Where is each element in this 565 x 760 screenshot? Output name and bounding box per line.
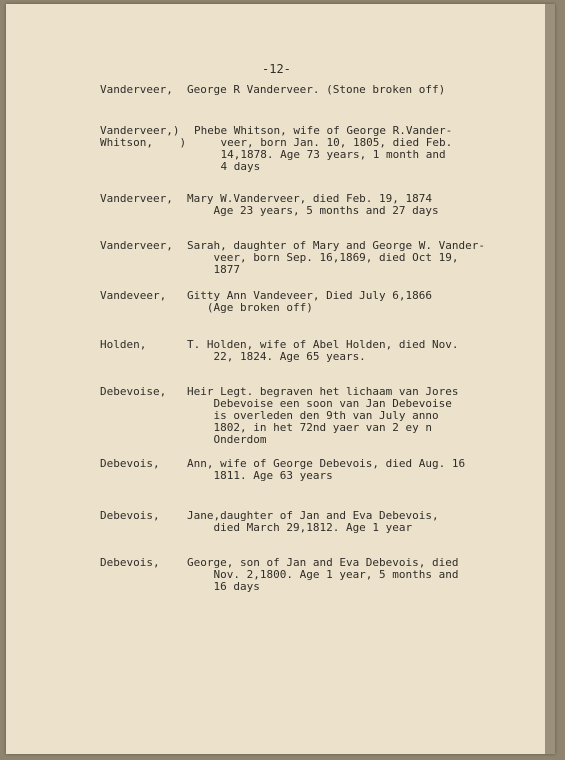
- entry-surname: Vanderveer,: [100, 239, 173, 252]
- entry-surname: Debevoise,: [100, 385, 167, 398]
- entry-surname: Vanderveer,: [100, 192, 173, 205]
- entry-text: T. Holden, wife of Abel Holden, died Nov. 22, 1824. Age 65 years.: [187, 338, 459, 363]
- entry-text: Gitty Ann Vandeveer, Died July 6,1866 (Age broken off): [187, 289, 433, 314]
- entry-surname: Debevois,: [100, 509, 160, 522]
- entry-surname: Vanderveer,: [100, 83, 173, 96]
- entry-text: Sarah, daughter of Mary and George W. Vander- veer, born Sep. 16,1869, died Oct 19, 1877: [187, 239, 486, 276]
- entry-text: George R Vanderveer. (Stone broken off): [187, 83, 446, 96]
- entry-text: Ann, wife of George Debevois, died Aug. 16 1811. Age 63 years: [187, 457, 466, 482]
- entry-text: Mary W.Vanderveer, died Feb. 19, 1874 Age 23 years, 5 months and 27 days: [187, 192, 439, 217]
- entry-surname: Vanderveer,) Whitson, ): [100, 124, 187, 149]
- entry-text: George, son of Jan and Eva Debevois, died Nov. 2,1800. Age 1 year, 5 months and 16 days: [187, 556, 459, 593]
- document-page: [6, 4, 555, 754]
- entry-text: Heir Legt. begraven het lichaam van Jores Debevoise een soon van Jan Debevoise is overleden den 9th van July anno 1802, in het 72nd yaer van 2 ey n Onderdom: [187, 385, 459, 446]
- page-edge: [545, 4, 555, 754]
- entry-surname: Debevois,: [100, 457, 160, 470]
- entry-surname: Holden,: [100, 338, 147, 351]
- entry-surname: Vandeveer,: [100, 289, 167, 302]
- entry-text: Phebe Whitson, wife of George R.Vander- veer, born Jan. 10, 1805, died Feb. 14,1878. Age 73 years, 1 month and 4 days: [194, 124, 453, 173]
- page-number: -12-: [262, 62, 291, 76]
- entry-text: Jane,daughter of Jan and Eva Debevois, died March 29,1812. Age 1 year: [187, 509, 439, 534]
- entry-surname: Debevois,: [100, 556, 160, 569]
